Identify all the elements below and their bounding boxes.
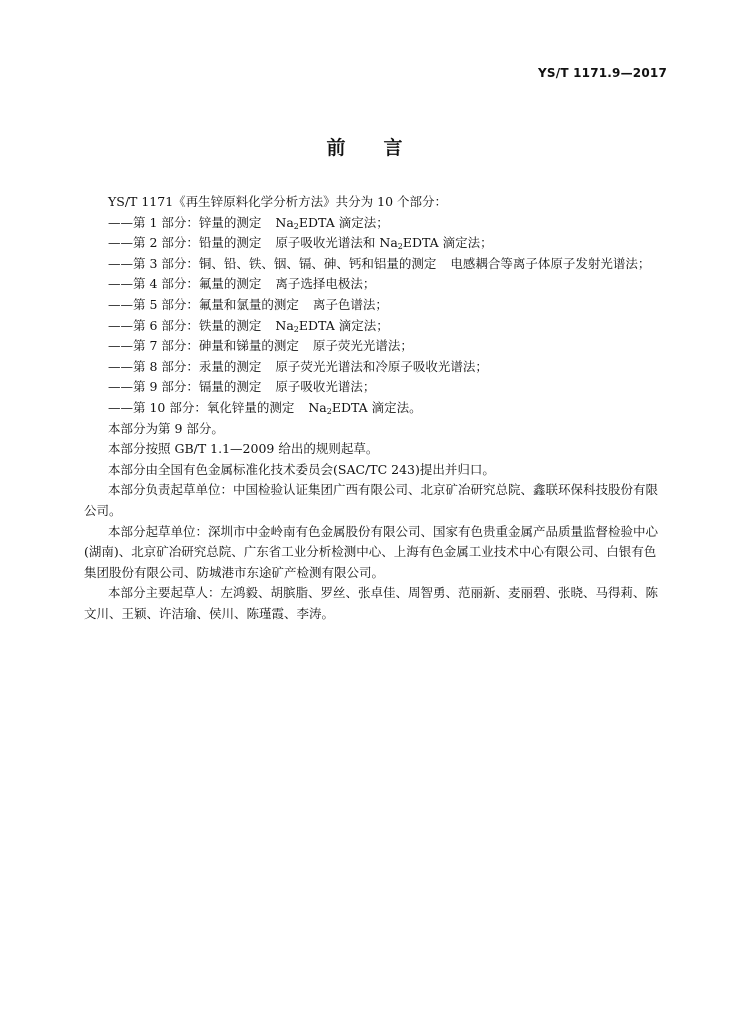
paragraph-main-drafters: 本部分主要起草人：左鸿毅、胡膑脂、罗丝、张卓佳、周智勇、范丽新、麦丽碧、张晓、马得莉、陈文川、王颖、许洁瑜、侯川、陈瑾霞、李涛。 xyxy=(84,585,659,621)
part-method-tail: EDTA 滴定法； xyxy=(402,235,493,251)
list-item xyxy=(108,398,664,419)
paragraph-proposer: 本部分由全国有色金属标准化技术委员会(SAC/TC 243)提出并归口。 xyxy=(108,461,495,477)
list-item xyxy=(108,377,664,398)
part-method-tail: EDTA 滴定法； xyxy=(298,317,389,333)
part-method: 电感耦合等离子体原子发射光谱法； xyxy=(450,255,651,271)
list-item xyxy=(108,274,664,295)
part-method-tail: EDTA 滴定法。 xyxy=(331,399,422,415)
parts-list xyxy=(84,213,664,419)
list-item xyxy=(108,316,664,337)
paragraph-drafting-units: 本部分起草单位：深圳市中金岭南有色金属股份有限公司、国家有色贵重金属产品质量监督检验中心(湖南)、北京矿冶研究总院、广东省工业分析检测中心、上海有色金属工业技术中心有限公司、白银有色集团股份有限公司、防城港市东途矿产检测有限公司。 xyxy=(84,523,659,580)
subscript: 2 xyxy=(293,324,299,334)
part-prefix: ——第 9 部分：镉量的测定 xyxy=(108,379,262,395)
part-prefix: ——第 5 部分：氟量和氯量的测定 xyxy=(108,296,299,312)
part-prefix: ——第 3 部分：铜、铅、铁、铟、镉、砷、钙和铝量的测定 xyxy=(108,255,437,271)
list-item xyxy=(108,336,664,357)
list-item xyxy=(108,254,664,275)
part-method: 原子吸收光谱法； xyxy=(275,379,376,395)
part-method-tail: EDTA 滴定法； xyxy=(298,214,389,230)
part-prefix: ——第 7 部分：砷量和锑量的测定 xyxy=(108,338,299,354)
part-prefix: ——第 1 部分：锌量的测定 xyxy=(108,214,262,230)
list-item xyxy=(108,233,664,254)
part-prefix: ——第 10 部分：氧化锌量的测定 xyxy=(108,399,295,415)
part-method: 原子荧光光谱法； xyxy=(312,338,413,354)
list-item xyxy=(108,357,664,378)
part-method: Na xyxy=(275,317,294,333)
subscript: 2 xyxy=(326,406,332,416)
subscript: 2 xyxy=(293,221,299,231)
part-prefix: ——第 4 部分：氟量的测定 xyxy=(108,276,262,292)
part-method: 原子荧光光谱法和冷原子吸收光谱法； xyxy=(275,358,488,374)
part-method: 离子色谱法； xyxy=(312,296,388,312)
list-item xyxy=(108,295,664,316)
paragraph-part-number: 本部分为第 9 部分。 xyxy=(108,420,224,436)
subscript: 2 xyxy=(397,242,403,252)
page-title: 前言 xyxy=(326,137,441,159)
part-method: Na xyxy=(275,214,294,230)
paragraph-responsible-drafters: 本部分负责起草单位：中国检验认证集团广西有限公司、北京矿冶研究总院、鑫联环保科技股份有限公司。 xyxy=(84,482,659,518)
list-item xyxy=(108,213,664,234)
standard-code: YS/T 1171.9—2017 xyxy=(538,66,667,80)
part-prefix: ——第 2 部分：铅量的测定 xyxy=(108,235,262,251)
part-method: 离子选择电极法； xyxy=(275,276,376,292)
part-method: 原子吸收光谱法和 Na xyxy=(275,235,398,251)
paragraph-drafting-rules: 本部分按照 GB/T 1.1—2009 给出的规则起草。 xyxy=(108,441,379,457)
intro-line: YS/T 1171《再生锌原料化学分析方法》共分为 10 个部分： xyxy=(108,194,448,209)
part-method: Na xyxy=(308,399,327,415)
part-prefix: ——第 8 部分：汞量的测定 xyxy=(108,358,262,374)
part-prefix: ——第 6 部分：铁量的测定 xyxy=(108,317,262,333)
document-body xyxy=(84,192,664,624)
